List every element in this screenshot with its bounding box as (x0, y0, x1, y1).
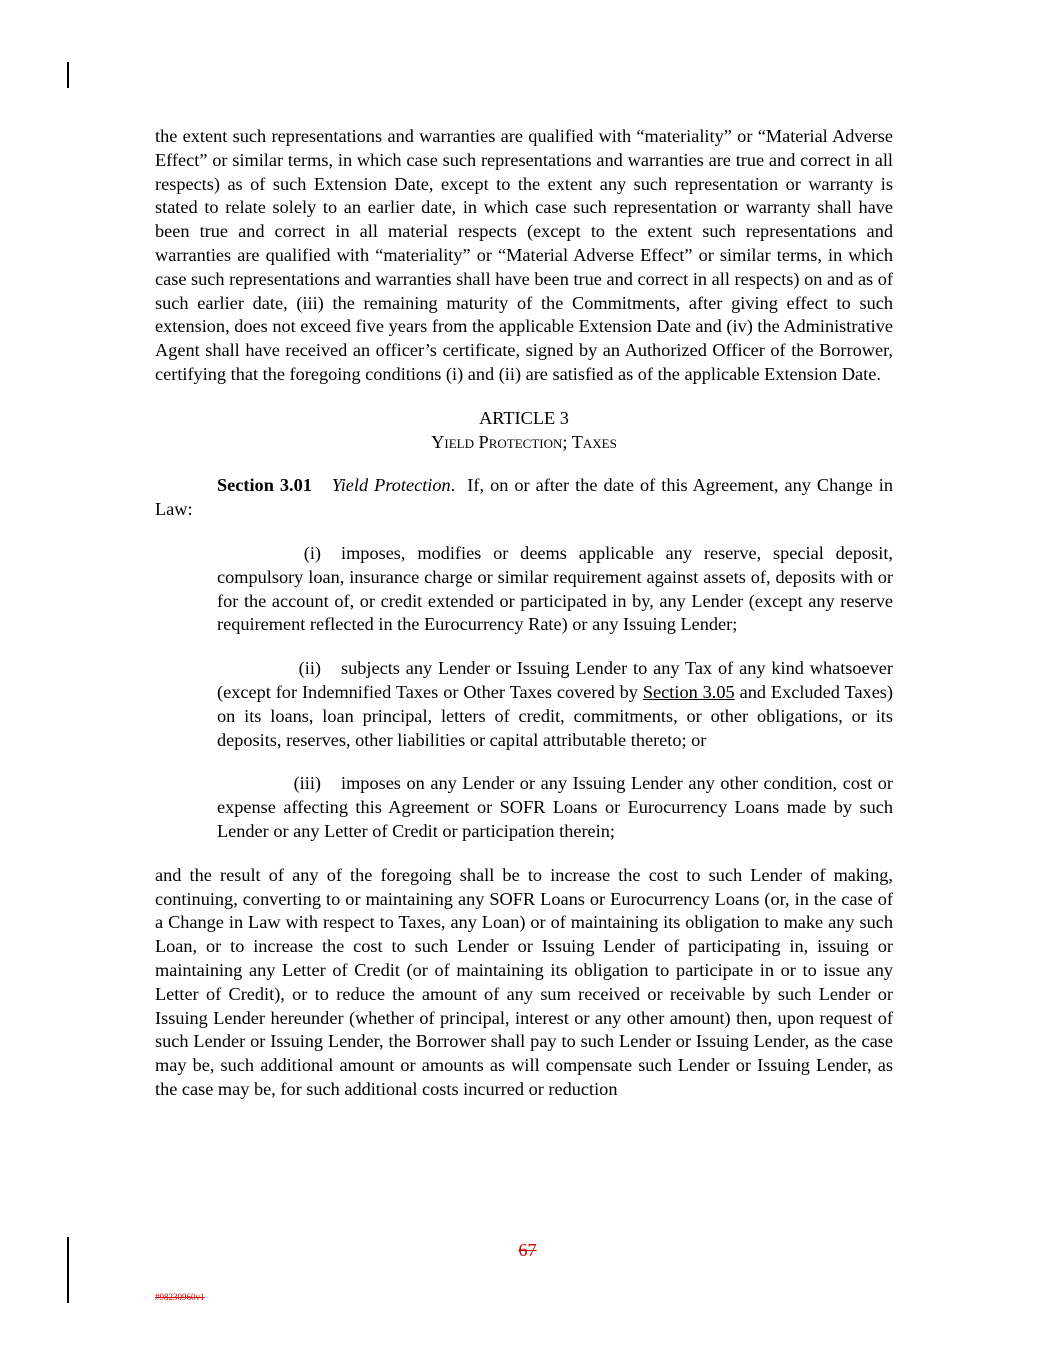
closing-paragraph: and the result of any of the foregoing shall be to increase the cost to such Lender of making, continuing, converting to or maintaining any SOFR Loans or Eurocurrency Loans (or, in the case of a Change in Law with respect to Taxes, any Loan) or of maintaining its obligation to make any such Loan, or to increase the cost to such Lender or Issuing Lender of participating in, issuing or maintaining any Letter of Credit (or of maintaining its obligation to participate in or to issue any Letter of Credit), or to reduce the amount of any sum received or receivable by such Lender or Issuing Lender hereunder (whether of principal, interest or any other amount) then, upon request of such Lender or Issuing Lender, the Borrower shall pay to such Lender or Issuing Lender, as the case may be, such additional amount or amounts as will compensate such Lender or Issuing Lender, as the case may be, for such additional costs incurred or reduction (155, 864, 893, 1099)
clause-ii (217, 657, 893, 752)
page-number: 67 (518, 1240, 537, 1260)
lead-paragraph: the extent such representations and warranties are qualified with “materiality” or “Material Adverse Effect” or similar terms, in which case such representations and warranties are true and correct in all respects) as of such Extension Date, except to the extent any such representation or warranty is stated to relate solely to an earlier date, in which case such representation or warranty shall have been true and correct in all material respects (except to the extent such representations and warranties are qualified with “materiality” or “Material Adverse Effect” or similar terms, in which case such representations and warranties shall have been true and correct in all respects) on and as of such earlier date, (iii) the remaining maturity of the Commitments, after giving effect to such extension, does not exceed five years from the applicable Extension Date and (iv) the Administrative Agent shall have received an officer’s certificate, signed by an Authorized Officer of the Borrower, certifying that the foregoing conditions (i) and (ii) are satisfied as of the applicable Extension Date. (155, 126, 893, 384)
clause-text: subjects any Lender or Issuing Lender to any Tax of any kind whatsoever (except for Indemnified Taxes or Other Taxes covered by (217, 658, 893, 702)
document-id: #98230960v1 (155, 1292, 205, 1302)
clause-text: imposes on any Lender or any Issuing Lender any other condition, cost or expense affecting this Agreement or SOFR Loans or Eurocurrency Loans made by such Lender or any Letter of Credit or participation therein; (217, 773, 893, 841)
section-3-01 (155, 474, 893, 522)
clause-number: (iii) (293, 773, 321, 794)
clause-iii (217, 772, 893, 843)
section-title: Yield Protection (331, 475, 451, 496)
section-number: Section 3.01 (217, 475, 312, 496)
section-title-suffix: . (450, 475, 456, 496)
clause-text-continued: and Excluded Taxes) on its loans, loan principal, letters of credit, commitments, or other obligations, or its deposits, reserves, other liabilities or capital attributable thereto; or (217, 681, 894, 750)
article-title: ARTICLE 3 (479, 407, 569, 428)
document-page (155, 125, 893, 1102)
clause-i (217, 542, 893, 637)
clause-number: (ii) (298, 658, 321, 679)
section-3-05-link[interactable]: Section 3.05 (642, 681, 735, 702)
article-heading: Yield Protection; Taxes (431, 431, 617, 452)
section-text: If, on or after the date of this Agreement, any Change in Law: (155, 475, 894, 520)
revision-bar-top (67, 62, 69, 88)
clause-number: (i) (303, 542, 321, 563)
clause-text: imposes, modifies or deems applicable any reserve, special deposit, compulsory loan, insurance charge or similar requirement against assets of, deposits with or for the account of, or credit extended or participated in by, any Lender (except any reserve requirement reflected in the Eurocurrency Rate) or any Issuing Lender; (217, 542, 893, 635)
